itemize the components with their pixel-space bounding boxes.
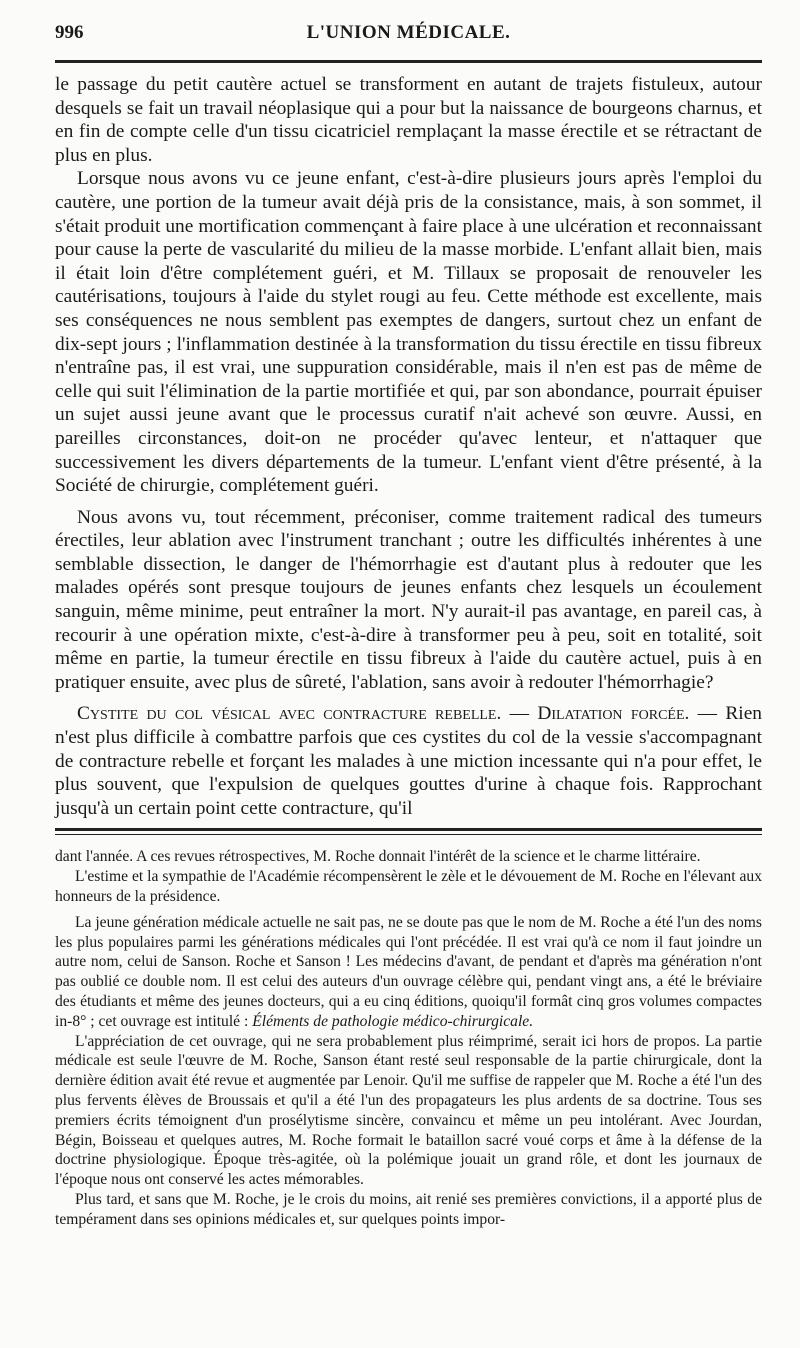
paragraph-4 (55, 702, 762, 820)
footnote-paragraph-3-text: La jeune génération médicale actuelle ne sait pas, ne se doute pas que le nom de M. Roche a été l'un des noms les plus populaires parmi les générations médicales qui l'ont précédée. Il est vrai qu'à ce nom il faut joindre un autre nom, celui de Sanson. Roche et Sanson ! Les médecins d'avant, de pendant et d'après ma génération n'ont pas oublié ce double nom. Il est celui des auteurs d'un ouvrage célèbre qui, pendant vingt ans, a été le bréviaire des étudiants et même des jeunes docteurs, qui a eu cinq éditions, quoiqu'il formât cinq gros volumes compactes in-8° ; cet ouvrage est intitulé : (55, 913, 762, 1030)
main-text (55, 73, 762, 820)
footnote-area (55, 847, 762, 1229)
book-title: Éléments de pathologie médico-chirurgicale. (252, 1012, 534, 1030)
header-rule (55, 60, 762, 63)
footnote-paragraph-5: Plus tard, et sans que M. Roche, je le crois du moins, ait renié ses premières convictions, il a apporté plus de tempérament dans ses opinions médicales et, sur quelques points impor- (55, 1190, 762, 1228)
footnote-paragraph-2: L'estime et la sympathie de l'Académie récompensèrent le zèle et le dévouement de M. Roche en l'élevant aux honneurs de la présidence. (55, 868, 762, 905)
paragraph-4-text: Rien n'est plus difficile à combattre parfois que ces cystites du col de la vessie s'accompagnant de contracture rebelle et forçant les malades à une miction incessante qui n'a pour effet, le plus souvent, que l'expulsion de quelques gouttes d'urine à chaque fois. Rapprochant jusqu'à un certain point cette contracture, qu'il (55, 703, 762, 819)
running-title: L'UNION MÉDICALE. (306, 22, 511, 43)
footnote-paragraph-4: L'appréciation de cet ouvrage, qui ne sera probablement plus réimprimé, serait ici hors de propos. La partie médicale est seule l'œuvre de M. Roche, Sanson étant resté seul responsable de la partie chirurgicale, dont la dernière édition avait été revue et augmentée par Lenoir. Qu'il me suffise de rappeler que M. Roche a été l'un des plus fervents élèves de Broussais et qu'il a été l'un des propagateurs les plus ardents de sa doctrine. Tous ses premiers écrits témoignent d'un prosélytisme sincère, convaincu et même un peu intolérant. Avec Jourdan, Bégin, Boisseau et quelques autres, M. Roche formait le bataillon sacré voué corps et âme à la défense de la doctrine physiologique. Époque très-agitée, où la polémique jouait un grand rôle, et dont les journaux de l'époque nous ont conservé les actes mémorables. (55, 1032, 762, 1189)
footnote-paragraph-3 (55, 913, 762, 1032)
paragraph-3: Nous avons vu, tout récemment, préconiser, comme traitement radical des tumeurs érectiles, leur ablation avec l'instrument tranchant ; outre les difficultés inhérentes à une semblable dissection, le danger de l'hémorrhagie est d'autant plus à redouter que les malades opérés sont presque toujours de jeunes enfants chez lesquels un écoulement sanguin, même minime, peut entraîner la mort. N'y aurait-il pas avantage, en pareil cas, à recourir à une opération mixte, c'est-à-dire à transformer peu à peu, soit en totalité, soit même en partie, la tumeur érectile en tissu fibreux à l'aide du cautère actuel, puis à en pratiquer ensuite, avec plus de sûreté, l'ablation, sans avoir à redouter l'hémorrhagie? (55, 506, 762, 693)
section-title: Cystite du col vésical avec contracture rebelle. — Dilatation forcée. — (77, 703, 718, 725)
footnote-paragraph-1: dant l'année. A ces revues rétrospectives, M. Roche donnait l'intérêt de la science et le charme littéraire. (55, 848, 701, 866)
page-header (55, 22, 762, 56)
paragraph-1: le passage du petit cautère actuel se transforment en autant de trajets fistuleux, autour desquels se fait un travail néoplasique qui a pour but la naissance de bourgeons charnus, et en fin de compte celle d'un tissu cicatriciel remplaçant la masse érectile et se rétractant de plus en plus. (55, 74, 762, 166)
footnote-rule (55, 828, 762, 835)
page-number: 996 (55, 22, 84, 43)
paragraph-2: Lorsque nous avons vu ce jeune enfant, c'est-à-dire plusieurs jours après l'emploi du cautère, une portion de la tumeur avait déjà pris de la consistance, mais, à son sommet, il s'était produit une mortification commençant à faire place à une ulcération et reconnaissant pour cause la perte de vascularité du milieu de la masse morbide. L'enfant allait bien, mais il était loin d'être complétement guéri, et M. Tillaux se proposait de renouveler les cautérisations, toujours à l'aide du stylet rougi au feu. Cette méthode est excellente, mais ses conséquences ne nous semblent pas exemptes de dangers, surtout chez un enfant de dix-sept jours ; l'inflammation destinée à la transformation du tissu érectile en tissu fibreux n'entraîne pas, il est vrai, une suppuration considérable, mais il n'en est pas de même de celle qui suit l'élimination de la partie mortifiée et qui, par son abondance, pourrait épuiser un sujet aussi jeune avant que le processus curatif n'ait achevé son œuvre. Aussi, en pareilles circonstances, doit-on ne procéder qu'avec lenteur, et n'attaquer que successivement les divers départements de la tumeur. L'enfant vient d'être présenté, à la Société de chirurgie, complétement guéri. (55, 168, 762, 497)
